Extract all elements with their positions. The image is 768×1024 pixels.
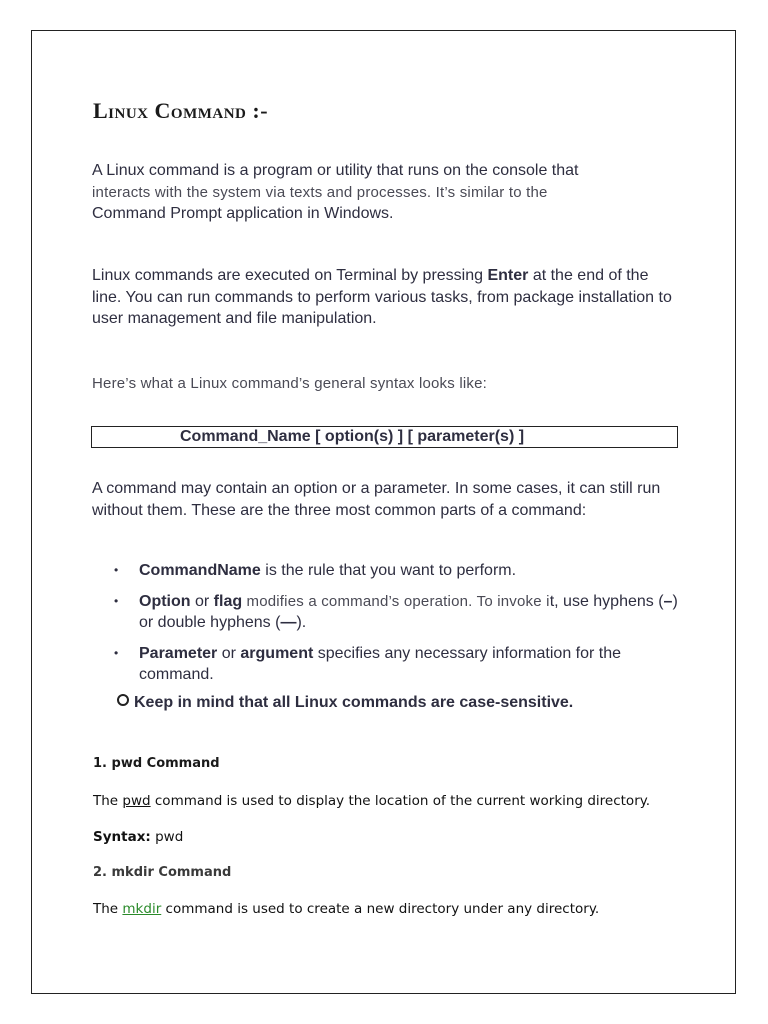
single-hyphen: – xyxy=(663,593,673,610)
list-item xyxy=(100,560,680,581)
intro-line-2: interacts with the system via texts and processes. It’s similar to the xyxy=(92,183,548,201)
syntax-value: pwd xyxy=(150,829,184,845)
mkdir-the: The xyxy=(93,901,123,917)
intro-paragraph xyxy=(92,160,682,225)
mkdir-desc: command is used to create a new directory under any directory. xyxy=(161,901,600,917)
exec-text-pre: Linux commands are executed on Terminal by pressing xyxy=(92,267,488,284)
intro-line-1: A Linux command is a program or utility that runs on the console that xyxy=(92,162,579,179)
term-option: Option xyxy=(139,593,191,610)
case-sensitive-note xyxy=(117,694,573,712)
syntax-intro: Here’s what a Linux command’s general syntax looks like: xyxy=(92,375,488,392)
circle-bullet-icon xyxy=(117,694,129,706)
bullet-icon: • xyxy=(114,563,119,577)
option-paragraph: A command may contain an option or a parameter. In some cases, it can still run without them. These are the three most common parts of a command: xyxy=(92,480,661,519)
syntax-text: Command_Name [ option(s) ] [ parameter(s) ] xyxy=(180,428,525,445)
pwd-description xyxy=(93,793,650,809)
desc-option-end: ). xyxy=(296,614,307,631)
term-argument: argument xyxy=(240,645,314,662)
or-text: or xyxy=(190,593,214,610)
page-title: Linux Command :- xyxy=(93,98,269,123)
pwd-desc: command is used to display the location of the current working directory. xyxy=(150,793,651,809)
desc-option-light: modifies a command’s operation. To invoke i xyxy=(242,593,550,610)
bullet-icon: • xyxy=(114,646,119,660)
double-hyphen: — xyxy=(280,614,297,631)
term-flag: flag xyxy=(213,593,243,610)
desc-commandname: is the rule that you want to perform. xyxy=(260,562,517,579)
pwd-the: The xyxy=(93,793,123,809)
or-text: or xyxy=(217,645,241,662)
enter-key-label: Enter xyxy=(487,267,529,284)
execution-paragraph xyxy=(92,265,682,330)
desc-option: t, use hyphens ( xyxy=(549,593,664,610)
desc-parameter: specifies any necessary information for the command. xyxy=(139,645,622,683)
term-commandname: CommandName xyxy=(139,562,261,579)
exec-text-post: at the end of the line. You can run commands to perform various tasks, from package installation to user management and file manipulation. xyxy=(92,267,672,327)
list-item xyxy=(100,591,680,633)
mkdir-link[interactable]: mkdir xyxy=(122,901,162,917)
intro-line-3: Command Prompt application in Windows. xyxy=(92,205,394,222)
mkdir-heading: 2. mkdir Command xyxy=(93,865,232,880)
pwd-heading: 1. pwd Command xyxy=(93,756,220,771)
desc-option-mid: ) or double hyphens ( xyxy=(139,593,678,631)
command-parts-list xyxy=(100,560,680,695)
term-parameter: Parameter xyxy=(139,645,218,662)
pwd-link[interactable]: pwd xyxy=(122,793,151,809)
syntax-box xyxy=(91,426,678,448)
note-text: Keep in mind that all Linux commands are case-sensitive. xyxy=(134,694,574,711)
mkdir-description xyxy=(93,901,599,917)
list-item xyxy=(100,643,680,685)
syntax-label: Syntax: xyxy=(93,829,151,845)
pwd-syntax xyxy=(93,829,183,845)
bullet-icon: • xyxy=(114,594,119,608)
